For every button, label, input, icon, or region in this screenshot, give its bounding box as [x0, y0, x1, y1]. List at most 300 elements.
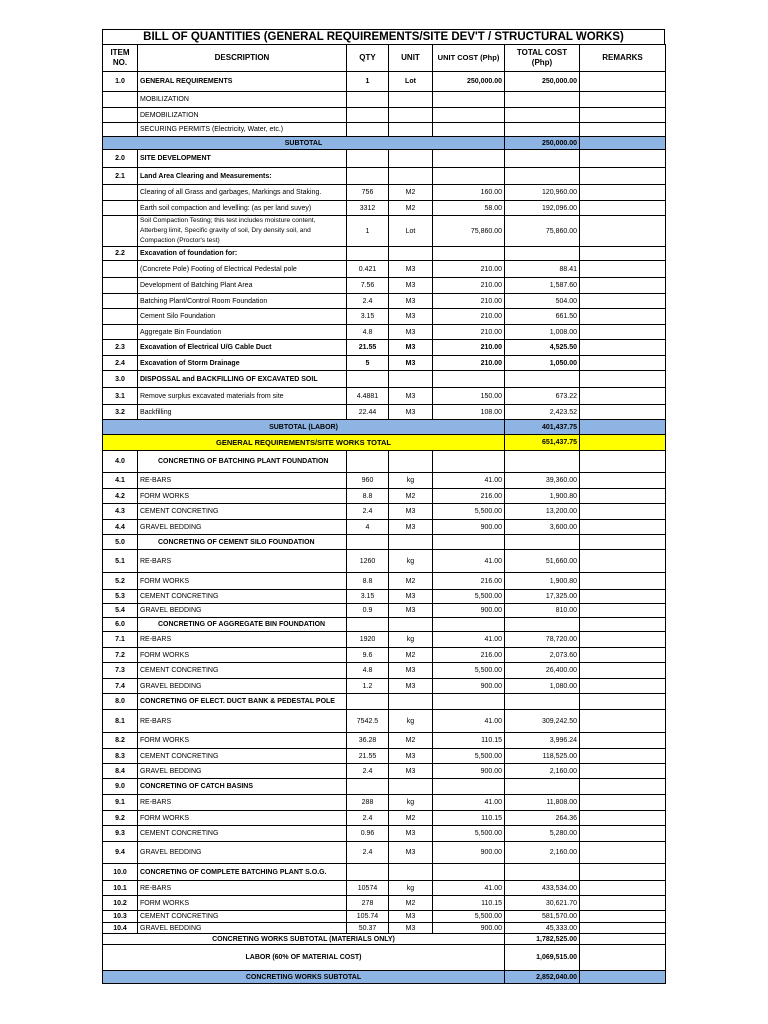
total-cost-cell: 1,900.80: [505, 573, 580, 590]
remarks-cell: [580, 826, 666, 842]
qty-cell: 4.8: [347, 325, 389, 340]
qty-cell: [347, 618, 389, 632]
table-row: [103, 72, 666, 92]
header-unit: UNIT: [389, 45, 433, 72]
item-no-cell: 3.1: [103, 388, 138, 405]
table-row: [103, 896, 666, 911]
item-no-cell: [103, 92, 138, 108]
unit-cell: M3: [389, 520, 433, 535]
qty-cell: [347, 150, 389, 168]
header-total-cost: [505, 45, 580, 72]
unit-cost-cell: 210.00: [433, 278, 505, 294]
description-cell: GENERAL REQUIREMENTS: [138, 72, 347, 92]
unit-cost-cell: 900.00: [433, 520, 505, 535]
item-no-cell: [103, 108, 138, 123]
header-row: [103, 45, 666, 72]
qty-cell: 2.4: [347, 504, 389, 520]
unit-cell: kg: [389, 795, 433, 811]
unit-cost-cell: 210.00: [433, 356, 505, 371]
description-cell: Land Area Clearing and Measurements:: [138, 168, 347, 185]
qty-cell: 2.4: [347, 842, 389, 864]
qty-cell: 0.96: [347, 826, 389, 842]
unit-cell: M2: [389, 811, 433, 826]
unit-cost-cell: 108.00: [433, 405, 505, 420]
remarks-cell: [580, 309, 666, 325]
table-row: [103, 764, 666, 779]
remarks-cell: [580, 388, 666, 405]
unit-cell: [389, 108, 433, 123]
total-cost-cell: 1,900.80: [505, 489, 580, 504]
remarks-cell: [580, 137, 666, 150]
remarks-cell: [580, 72, 666, 92]
total-cost-cell: 1,050.00: [505, 356, 580, 371]
item-no-cell: 7.2: [103, 648, 138, 663]
unit-cell: M3: [389, 590, 433, 604]
qty-cell: [347, 92, 389, 108]
qty-cell: [347, 168, 389, 185]
item-no-cell: [103, 123, 138, 137]
remarks-cell: [580, 108, 666, 123]
total-cost-cell: [505, 92, 580, 108]
remarks-cell: [580, 294, 666, 309]
unit-cost-cell: 110.15: [433, 811, 505, 826]
table-row: [103, 504, 666, 520]
item-no-cell: 7.4: [103, 679, 138, 694]
unit-cell: M3: [389, 679, 433, 694]
header-total-line1: TOTAL COST: [516, 48, 568, 57]
bill-of-quantities-sheet: [102, 29, 665, 984]
table-row: [103, 388, 666, 405]
remarks-cell: [580, 185, 666, 201]
remarks-cell: [580, 405, 666, 420]
description-cell: CONCRETING OF BATCHING PLANT FOUNDATION: [138, 451, 347, 473]
unit-cost-cell: 900.00: [433, 842, 505, 864]
remarks-cell: [580, 504, 666, 520]
description-cell: Remove surplus excavated materials from site: [138, 388, 347, 405]
remarks-cell: [580, 679, 666, 694]
unit-cost-cell: 41.00: [433, 881, 505, 896]
unit-cost-cell: 5,500.00: [433, 504, 505, 520]
total-cost-cell: [505, 371, 580, 388]
remarks-cell: [580, 535, 666, 550]
sheet-title: BILL OF QUANTITIES (GENERAL REQUIREMENTS/SITE DEV'T / STRUCTURAL WORKS): [102, 29, 665, 44]
summary-total: 1,069,515.00: [505, 945, 580, 971]
qty-cell: [347, 108, 389, 123]
unit-cell: M3: [389, 826, 433, 842]
table-row: [103, 632, 666, 648]
total-cost-cell: 26,400.00: [505, 663, 580, 679]
header-total-line2: (Php): [531, 58, 553, 67]
unit-cost-cell: [433, 92, 505, 108]
qty-cell: 10574: [347, 881, 389, 896]
summary-label: LABOR (60% OF MATERIAL COST): [103, 945, 505, 971]
item-no-cell: 5.0: [103, 535, 138, 550]
item-no-cell: 2.2: [103, 247, 138, 261]
item-no-cell: [103, 216, 138, 247]
total-cost-cell: [505, 779, 580, 795]
table-row: [103, 573, 666, 590]
remarks-cell: [580, 356, 666, 371]
remarks-cell: [580, 371, 666, 388]
description-cell: CEMENT CONCRETING: [138, 590, 347, 604]
table-row: [103, 520, 666, 535]
description-cell: CEMENT CONCRETING: [138, 826, 347, 842]
remarks-cell: [580, 694, 666, 710]
unit-cell: M2: [389, 733, 433, 749]
unit-cell: [389, 168, 433, 185]
remarks-cell: [580, 451, 666, 473]
unit-cell: M3: [389, 764, 433, 779]
table-row: [103, 168, 666, 185]
remarks-cell: [580, 247, 666, 261]
unit-cell: M2: [389, 896, 433, 911]
unit-cost-cell: [433, 451, 505, 473]
item-no-cell: 9.3: [103, 826, 138, 842]
description-cell: FORM WORKS: [138, 648, 347, 663]
qty-cell: 4.4881: [347, 388, 389, 405]
unit-cost-cell: [433, 247, 505, 261]
remarks-cell: [580, 261, 666, 278]
qty-cell: [347, 371, 389, 388]
description-cell: CEMENT CONCRETING: [138, 911, 347, 923]
unit-cell: M3: [389, 911, 433, 923]
remarks-cell: [580, 618, 666, 632]
total-cost-cell: 3,600.00: [505, 520, 580, 535]
item-no-cell: [103, 201, 138, 216]
unit-cell: M3: [389, 325, 433, 340]
unit-cell: M3: [389, 261, 433, 278]
subtotal-row: [103, 137, 666, 150]
remarks-cell: [580, 795, 666, 811]
table-row: [103, 92, 666, 108]
qty-cell: 960: [347, 473, 389, 489]
table-row: [103, 108, 666, 123]
table-row: [103, 123, 666, 137]
total-cost-cell: 30,621.70: [505, 896, 580, 911]
total-cost-cell: 1,587.60: [505, 278, 580, 294]
summary-label: CONCRETING WORKS SUBTOTAL (MATERIALS ONLY): [103, 934, 505, 945]
description-cell: RE-BARS: [138, 632, 347, 648]
table-row: [103, 826, 666, 842]
table-row: [103, 733, 666, 749]
header-item-line2: NO.: [112, 58, 128, 67]
qty-cell: [347, 535, 389, 550]
table-row: [103, 881, 666, 896]
qty-cell: 2.4: [347, 294, 389, 309]
item-no-cell: 1.0: [103, 72, 138, 92]
unit-cell: M3: [389, 309, 433, 325]
qty-cell: 1: [347, 216, 389, 247]
table-row: [103, 911, 666, 923]
item-no-cell: 9.2: [103, 811, 138, 826]
remarks-cell: [580, 710, 666, 733]
item-no-cell: 2.0: [103, 150, 138, 168]
total-cost-cell: [505, 618, 580, 632]
unit-cost-cell: [433, 123, 505, 137]
remarks-cell: [580, 733, 666, 749]
total-cost-cell: [505, 535, 580, 550]
unit-cost-cell: 900.00: [433, 764, 505, 779]
item-no-cell: 2.4: [103, 356, 138, 371]
total-cost-cell: 13,200.00: [505, 504, 580, 520]
description-cell: RE-BARS: [138, 881, 347, 896]
remarks-cell: [580, 842, 666, 864]
unit-cell: [389, 535, 433, 550]
description-cell: CEMENT CONCRETING: [138, 663, 347, 679]
total-cost-cell: [505, 108, 580, 123]
summary-total: 250,000.00: [505, 137, 580, 150]
qty-cell: 288: [347, 795, 389, 811]
table-row: [103, 216, 666, 247]
unit-cost-cell: [433, 168, 505, 185]
total-cost-cell: [505, 451, 580, 473]
qty-cell: 105.74: [347, 911, 389, 923]
remarks-cell: [580, 945, 666, 971]
unit-cell: kg: [389, 881, 433, 896]
unit-cell: M3: [389, 923, 433, 934]
table-row: [103, 278, 666, 294]
table-row: [103, 779, 666, 795]
remarks-cell: [580, 550, 666, 573]
item-no-cell: 3.0: [103, 371, 138, 388]
unit-cost-cell: 5,500.00: [433, 826, 505, 842]
table-row: [103, 309, 666, 325]
qty-cell: 22.44: [347, 405, 389, 420]
total-cost-cell: 120,960.00: [505, 185, 580, 201]
unit-cost-cell: 150.00: [433, 388, 505, 405]
unit-cell: M3: [389, 842, 433, 864]
remarks-cell: [580, 632, 666, 648]
item-no-cell: 10.3: [103, 911, 138, 923]
unit-cell: M2: [389, 201, 433, 216]
unit-cell: [389, 92, 433, 108]
table-row: [103, 923, 666, 934]
qty-cell: 3.15: [347, 309, 389, 325]
summary-total: 651,437.75: [505, 435, 580, 451]
unit-cell: Lot: [389, 216, 433, 247]
table-row: [103, 679, 666, 694]
remarks-cell: [580, 520, 666, 535]
unit-cost-cell: 41.00: [433, 632, 505, 648]
description-cell: Soil Compaction Testing; this test includes moisture content, Atterberg limit, Specific gravity of soil, Dry density soil, and Compaction (Proctor's test): [138, 216, 347, 247]
table-row: [103, 648, 666, 663]
total-cost-cell: 2,423.52: [505, 405, 580, 420]
remarks-cell: [580, 278, 666, 294]
unit-cell: M3: [389, 340, 433, 356]
unit-cell: [389, 864, 433, 881]
description-cell: FORM WORKS: [138, 733, 347, 749]
table-row: [103, 710, 666, 733]
qty-cell: [347, 123, 389, 137]
table-row: [103, 405, 666, 420]
unit-cost-cell: 5,500.00: [433, 911, 505, 923]
description-cell: Earth soil compaction and levelling: (as per land suvey): [138, 201, 347, 216]
table-row: [103, 294, 666, 309]
unit-cell: M3: [389, 749, 433, 764]
unit-cost-cell: 900.00: [433, 679, 505, 694]
unit-cost-cell: [433, 535, 505, 550]
remarks-cell: [580, 340, 666, 356]
description-cell: CONCRETING OF COMPLETE BATCHING PLANT S.O.G.: [138, 864, 347, 881]
total-cost-cell: 661.50: [505, 309, 580, 325]
unit-cost-cell: 41.00: [433, 795, 505, 811]
unit-cost-cell: 110.15: [433, 733, 505, 749]
total-cost-cell: 2,160.00: [505, 842, 580, 864]
table-row: [103, 340, 666, 356]
item-no-cell: 10.2: [103, 896, 138, 911]
table-row: [103, 325, 666, 340]
remarks-cell: [580, 150, 666, 168]
total-cost-cell: 1,008.00: [505, 325, 580, 340]
description-cell: RE-BARS: [138, 795, 347, 811]
table-row: [103, 185, 666, 201]
summary-total: 2,852,040.00: [505, 971, 580, 984]
unit-cell: M3: [389, 663, 433, 679]
summary-label: GENERAL REQUIREMENTS/SITE WORKS TOTAL: [103, 435, 505, 451]
total-cost-cell: [505, 168, 580, 185]
table-row: [103, 663, 666, 679]
table-row: [103, 618, 666, 632]
remarks-cell: [580, 971, 666, 984]
unit-cost-cell: [433, 108, 505, 123]
qty-cell: [347, 451, 389, 473]
summary-row: [103, 934, 666, 945]
item-no-cell: 7.3: [103, 663, 138, 679]
remarks-cell: [580, 590, 666, 604]
item-no-cell: 2.1: [103, 168, 138, 185]
description-cell: DEMOBILIZATION: [138, 108, 347, 123]
remarks-cell: [580, 864, 666, 881]
item-no-cell: 4.3: [103, 504, 138, 520]
unit-cost-cell: 210.00: [433, 340, 505, 356]
remarks-cell: [580, 420, 666, 435]
description-cell: CEMENT CONCRETING: [138, 504, 347, 520]
item-no-cell: 4.4: [103, 520, 138, 535]
qty-cell: 2.4: [347, 764, 389, 779]
unit-cell: M2: [389, 185, 433, 201]
total-cost-cell: 11,808.00: [505, 795, 580, 811]
item-no-cell: [103, 325, 138, 340]
description-cell: Excavation of Storm Drainage: [138, 356, 347, 371]
description-cell: GRAVEL BEDDING: [138, 520, 347, 535]
boq-table: [102, 44, 666, 984]
total-cost-cell: 1,080.00: [505, 679, 580, 694]
total-cost-cell: 118,525.00: [505, 749, 580, 764]
unit-cell: M2: [389, 573, 433, 590]
item-no-cell: [103, 278, 138, 294]
unit-cell: Lot: [389, 72, 433, 92]
grand-total-row: [103, 435, 666, 451]
description-cell: FORM WORKS: [138, 489, 347, 504]
remarks-cell: [580, 604, 666, 618]
summary-label: SUBTOTAL (LABOR): [103, 420, 505, 435]
unit-cost-cell: 250,000.00: [433, 72, 505, 92]
description-cell: Development of Batching Plant Area: [138, 278, 347, 294]
item-no-cell: 2.3: [103, 340, 138, 356]
unit-cell: M3: [389, 356, 433, 371]
total-cost-cell: 2,160.00: [505, 764, 580, 779]
qty-cell: 50.37: [347, 923, 389, 934]
subtotal-row: [103, 420, 666, 435]
unit-cost-cell: 900.00: [433, 923, 505, 934]
total-cost-cell: 17,325.00: [505, 590, 580, 604]
subtotal-row: [103, 971, 666, 984]
header-qty: QTY: [347, 45, 389, 72]
unit-cell: M3: [389, 405, 433, 420]
qty-cell: [347, 864, 389, 881]
total-cost-cell: [505, 694, 580, 710]
item-no-cell: 4.1: [103, 473, 138, 489]
item-no-cell: 5.4: [103, 604, 138, 618]
unit-cost-cell: [433, 371, 505, 388]
remarks-cell: [580, 92, 666, 108]
unit-cost-cell: 41.00: [433, 550, 505, 573]
unit-cell: kg: [389, 710, 433, 733]
item-no-cell: [103, 261, 138, 278]
description-cell: GRAVEL BEDDING: [138, 842, 347, 864]
unit-cost-cell: 58.00: [433, 201, 505, 216]
unit-cell: M2: [389, 648, 433, 663]
total-cost-cell: 2,073.60: [505, 648, 580, 663]
description-cell: SECURING PERMITS (Electricity, Water, etc.): [138, 123, 347, 137]
total-cost-cell: 3,996.24: [505, 733, 580, 749]
qty-cell: [347, 779, 389, 795]
remarks-cell: [580, 573, 666, 590]
header-item-no: [103, 45, 138, 72]
total-cost-cell: 250,000.00: [505, 72, 580, 92]
unit-cost-cell: [433, 618, 505, 632]
total-cost-cell: 309,242.50: [505, 710, 580, 733]
total-cost-cell: [505, 864, 580, 881]
description-cell: MOBILIZATION: [138, 92, 347, 108]
unit-cell: [389, 247, 433, 261]
unit-cost-cell: 75,860.00: [433, 216, 505, 247]
remarks-cell: [580, 934, 666, 945]
unit-cell: M3: [389, 504, 433, 520]
total-cost-cell: 433,534.00: [505, 881, 580, 896]
item-no-cell: 8.4: [103, 764, 138, 779]
description-cell: FORM WORKS: [138, 896, 347, 911]
qty-cell: 21.55: [347, 340, 389, 356]
qty-cell: 7.56: [347, 278, 389, 294]
description-cell: CONCRETING OF ELECT. DUCT BANK & PEDESTAL POLE: [138, 694, 347, 710]
item-no-cell: 10.4: [103, 923, 138, 934]
total-cost-cell: 673.22: [505, 388, 580, 405]
qty-cell: 3312: [347, 201, 389, 216]
remarks-cell: [580, 435, 666, 451]
remarks-cell: [580, 168, 666, 185]
description-cell: Excavation of foundation for:: [138, 247, 347, 261]
description-cell: FORM WORKS: [138, 811, 347, 826]
qty-cell: [347, 694, 389, 710]
remarks-cell: [580, 779, 666, 795]
item-no-cell: 4.2: [103, 489, 138, 504]
table-body: [103, 72, 666, 984]
total-cost-cell: 4,525.50: [505, 340, 580, 356]
qty-cell: 3.15: [347, 590, 389, 604]
description-cell: GRAVEL BEDDING: [138, 604, 347, 618]
qty-cell: 36.28: [347, 733, 389, 749]
remarks-cell: [580, 201, 666, 216]
total-cost-cell: [505, 123, 580, 137]
description-cell: FORM WORKS: [138, 573, 347, 590]
unit-cell: M3: [389, 278, 433, 294]
remarks-cell: [580, 216, 666, 247]
total-cost-cell: 504.00: [505, 294, 580, 309]
table-row: [103, 451, 666, 473]
table-row: [103, 356, 666, 371]
qty-cell: 1260: [347, 550, 389, 573]
